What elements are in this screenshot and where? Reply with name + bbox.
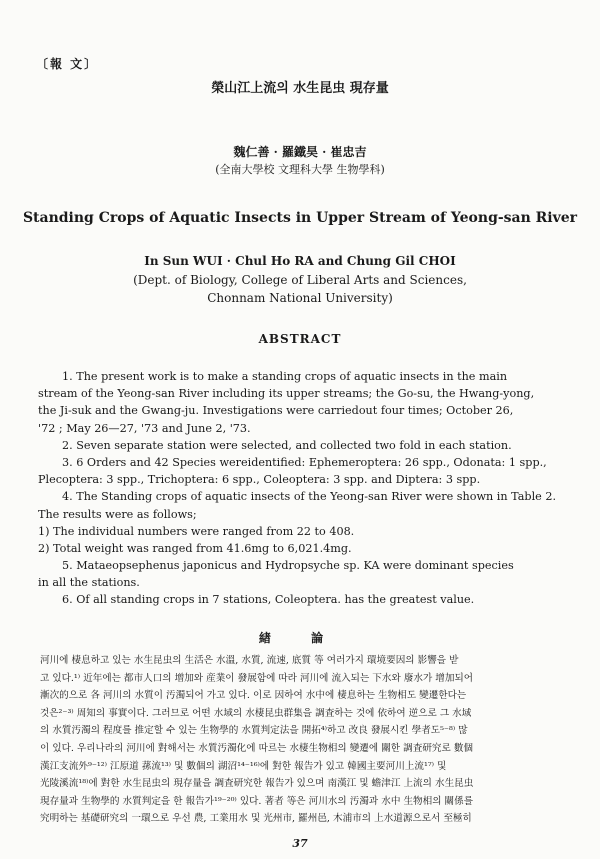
korean-affiliation: (全南大學校 文理科大學 生物學科) — [215, 163, 385, 176]
abstract-line: '72 ; May 26—27, '73 and June 2, '73. — [38, 421, 251, 435]
abstract-line: 4. The Standing crops of aquatic insects of the Yeong-san River were shown in Table 2. — [62, 490, 556, 504]
abstract-line: 5. Mataeopsephenus japonicus and Hydropsyche sp. KA were dominant species — [62, 559, 514, 573]
page-number: 37 — [292, 837, 308, 850]
affiliation-line-1: (Dept. of Biology, College of Liberal Arts and Sciences, — [133, 273, 467, 287]
body-line: 이 있다. 우리나라의 河川에 對해서는 水質汚濁化에 따르는 水棲生物相의 變遷에 關한 調査研究로 數個 — [40, 742, 474, 754]
body-line: 漢江支流外⁹⁻¹²⁾ 江原道 蓀流¹³⁾ 및 數個의 湖沼¹⁴⁻¹⁶⁾에 對한 報告가 있고 韓國主要河川上流¹⁷⁾ 및 — [40, 760, 447, 772]
abstract-line: The results were as follows; — [38, 507, 197, 521]
abstract-line: in all the stations. — [38, 576, 140, 590]
introduction-heading: 緖 論 — [258, 631, 342, 645]
abstract-line: 1) The individual numbers were ranged from 22 to 408. — [38, 524, 355, 538]
abstract-line: stream of the Yeong-san River including its upper streams; the Go-su, the Hwang-yong, — [38, 387, 535, 401]
english-authors: In Sun WUI · Chul Ho RA and Chung Gil CHOI — [144, 254, 456, 268]
body-line: 것은²⁻³⁾ 周知의 事實이다. 그러므로 어떤 水域의 水棲昆虫群集을 調査하는 것에 依하여 逆으로 그 水域 — [40, 707, 472, 719]
body-line: 漸次的으로 各 河川의 水質이 汚濁되어 가고 있다. 이로 因하여 水中에 棲息하는 生物相도 變遷한다는 — [40, 690, 467, 702]
introduction-body — [40, 652, 568, 828]
abstract-line: 3. 6 Orders and 42 Species wereidentified: Ephemeroptera: 26 spp., Odonata: 1 spp., — [62, 455, 547, 469]
abstract-line: 2) Total weight was ranged from 41.6mg to 6,021.4mg. — [38, 541, 352, 555]
body-line: 의 水質汚濁의 程度를 推定할 수 있는 生物學的 水質判定法을 開拓⁴⁾하고 改良 發展시킨 學者도⁵⁻⁸⁾ 많 — [40, 725, 468, 737]
english-title: Standing Crops of Aquatic Insects in Upper Stream of Yeong-san River — [22, 210, 578, 226]
abstract-line: 2. Seven separate station were selected, and collected two fold in each station. — [62, 438, 512, 452]
affiliation-line-2: Chonnam National University) — [207, 291, 393, 305]
korean-authors: 魏仁善 · 羅鐵昊 · 崔忠吉 — [233, 145, 367, 159]
abstract-heading: ABSTRACT — [258, 332, 342, 346]
abstract-line: the Ji-suk and the Gwang-ju. Investigations were carriedout four times; October 26, — [38, 404, 514, 418]
article-type-tag: 〔報 文〕 — [36, 57, 99, 71]
abstract-line: 1. The present work is to make a standing crops of aquatic insects in the main — [62, 370, 508, 383]
abstract-line: 6. Of all standing crops in 7 stations, Coleoptera. has the greatest value. — [62, 593, 475, 607]
body-line: 고 있다.¹⁾ 近年에는 都市人口의 增加와 産業이 發展함에 따라 河川에 流入되는 下水와 廢水가 增加되어 — [40, 672, 473, 684]
abstract-line: Plecoptera: 3 spp., Trichoptera: 6 spp., Coleoptera: 3 spp. and Diptera: 3 spp. — [38, 473, 481, 487]
body-line: 河川에 棲息하고 있는 水生昆虫의 生活은 水溫, 水質, 流速, 底質 等 여러가지 環境要因의 影響을 받 — [40, 655, 459, 666]
body-line: 究明하는 基礎研究의 一環으로 우선 農, 工業用水 및 光州市, 羅州邑, 木浦市의 上水道源으로서 至極히 — [40, 813, 472, 825]
english-affiliation — [0, 271, 600, 307]
body-line: 光陵溪流¹⁸⁾에 對한 水生昆虫의 現存量을 調査研究한 報告가 있으며 南漢江 및 蟾津江 上流의 水生昆虫 — [40, 778, 474, 790]
abstract-body — [38, 368, 566, 609]
body-line: 現存量과 生物學的 水質判定을 한 報告가¹⁹⁻²⁰⁾ 있다. 著者 等은 河川水의 汚濁과 水中 生物相의 關係를 — [40, 795, 474, 807]
korean-title: 榮山江上流의 水生昆虫 現存量 — [211, 81, 389, 96]
